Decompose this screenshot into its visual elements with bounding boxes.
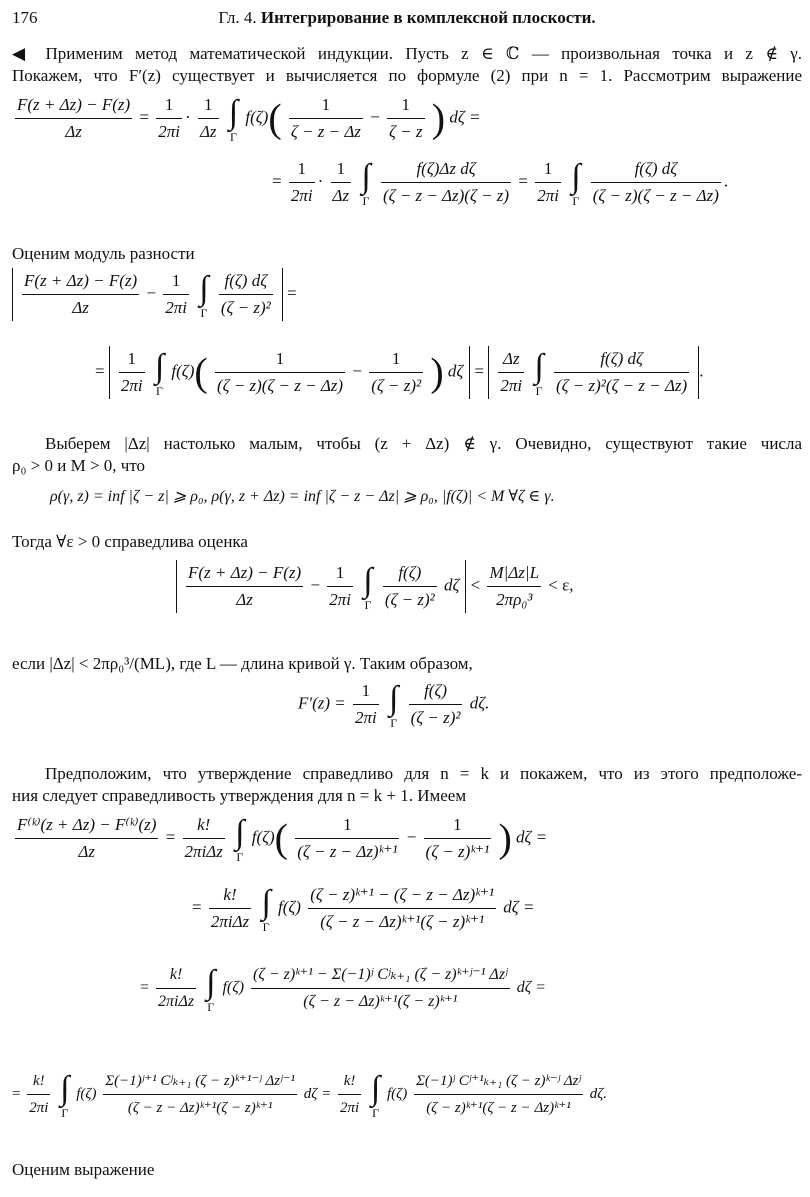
paragraph-line: Покажем, что F′(z) существует и вычисляется по формуле (2) при n = 1. Рассмотрим выражение	[12, 66, 802, 85]
fraction-numerator: (ζ − z)ᵏ⁺¹ − Σ(−1)ʲ Cʲₖ₊₁ (ζ − z)ᵏ⁺ʲ⁻¹ Δzʲ	[251, 964, 510, 989]
fraction-denominator: (ζ − z)ᵏ⁺¹(ζ − z − Δz)ᵏ⁺¹	[426, 1100, 571, 1116]
paragraph-line: если |Δz| < 2πρ₀³/(ML), где L — длина кривой γ. Таким образом,	[12, 654, 473, 673]
fraction-denominator: (ζ − z)²	[410, 708, 461, 727]
formula-lhs: F′(z) =	[298, 693, 346, 713]
running-title	[12, 8, 802, 28]
fraction-denominator: (ζ − z)(ζ − z − Δz)	[592, 186, 719, 205]
fraction-denominator: 2πiΔz	[184, 842, 223, 861]
fraction-numerator: f(ζ) dζ	[219, 270, 273, 295]
paragraph-line: Предположим, что утверждение справедливо для n = k и покажем, что из этого предположе-	[45, 764, 802, 783]
fraction-denominator: (ζ − z − Δz)(ζ − z)	[382, 186, 510, 205]
formula-derivative: F′(z) = $\frac{1}{2\pi i}$ ∫ Γ $\frac{f(\zeta)}{\text{(ζ − z)²}}$ dζ.	[298, 679, 490, 730]
fraction-numerator: k!	[27, 1070, 50, 1095]
formula-estimate: $\frac{F(z + \Delta z) - F(z)}{\Delta z}$ − $\frac{1}{2\pi i}$ ∫ Γ $\frac{f(\zeta)}{\text{(ζ − z)²}}$ dζ < $\frac{M|\Delta z|L}{\text{2πρ₀³}}$ < ε,	[176, 560, 574, 613]
fraction-denominator: 2πρ₀³	[496, 590, 533, 609]
formula-modulus-difference: $\frac{F(z + \Delta z) - F(z)}{\Delta z}$ − $\frac{1}{2\pi i}$ ∫ Γ $\frac{f(\zeta) d\zeta}{\text{(ζ − z)²}}$ =	[12, 268, 297, 321]
fraction-denominator: Δz	[236, 590, 253, 609]
fraction-numerator: F(z + Δz) − F(z)	[186, 562, 303, 587]
fraction-denominator: (ζ − z)(ζ − z − Δz)	[216, 376, 344, 395]
fraction-denominator: Δz	[78, 842, 96, 861]
fraction-numerator: k!	[156, 964, 196, 989]
fraction-numerator: k!	[338, 1070, 361, 1095]
formula-difference-quotient: $\frac{F(z + \Delta z) - F(z)}{\Delta z}$ = $\frac{1}{2\pi i}$ · $\frac{1}{\Delta z}$ ∫ Γ f(ζ)( $\frac{1}{\zeta - z - \Delta z}$ − $\frac{1}{\zeta - z}$ ) dζ =	[17, 93, 481, 144]
fraction-numerator: Σ(−1)ʲ Cʲ⁺¹ₖ₊₁ (ζ − z)ᵏ⁻ʲ Δzʲ	[414, 1070, 583, 1095]
formula-induction-step-2: = $\frac{k!}{\text{2πiΔz}}$ ∫ Γ f(ζ) $\frac{\text{(ζ − z)ᵏ⁺¹ − (ζ − z − Δz)ᵏ⁺¹}}{\text{(ζ − z − Δz)ᵏ⁺¹(ζ − z)ᵏ⁺¹}}$ dζ =	[192, 883, 535, 934]
chapter-title: Интегрирование в комплексной плоскости.	[260, 8, 596, 27]
fraction-denominator: (ζ − z − Δz)ᵏ⁺¹(ζ − z)ᵏ⁺¹	[127, 1100, 273, 1116]
fraction-numerator: (ζ − z)ᵏ⁺¹ − (ζ − z − Δz)ᵏ⁺¹	[308, 884, 496, 909]
fraction-numerator: F(z + Δz) − F(z)	[15, 94, 132, 119]
paragraph-line: ния следует справедливость утверждения для n = k + 1. Имеем	[12, 786, 467, 805]
fraction-numerator: Σ(−1)ʲ⁺¹ Cʲₖ₊₁ (ζ − z)ᵏ⁺¹⁻ʲ Δzʲ⁻¹	[103, 1070, 297, 1095]
fraction-denominator: 2πiΔz	[210, 912, 250, 931]
formula-induction-step-3: = $\frac{k!}{\text{2πiΔz}}$ ∫ Γ f(ζ) $\frac{\text{(ζ − z)ᵏ⁺¹ − Σ(−1)ʲ Cʲₖ₊₁ (ζ − z)ᵏ⁺ʲ⁻¹ Δzʲ}}{\text{(ζ − z − Δz)ᵏ⁺¹(ζ − z)ᵏ⁺¹}}$ dζ =	[140, 963, 546, 1014]
paragraph-line: ρ₀ > 0 и M > 0, что	[12, 456, 146, 475]
page-number: 176	[12, 8, 38, 27]
chapter-number: Гл. 4.	[218, 8, 257, 27]
fraction-denominator: ζ − z	[389, 122, 423, 141]
fraction-denominator: (ζ − z)²	[384, 590, 435, 609]
paragraph-line: ◀ Применим метод математической индукции. Пусть z ∈ ℂ — произвольная точка и z ∉ γ.	[12, 44, 802, 63]
fraction-numerator: f(ζ)	[409, 680, 463, 705]
fraction-numerator: f(ζ)	[383, 562, 437, 587]
fraction-denominator: Δz	[72, 298, 89, 317]
fraction-numerator: f(ζ) dζ	[554, 348, 689, 373]
fraction-denominator: ζ − z − Δz	[290, 122, 361, 141]
formula-difference-quotient-cont: = $\frac{1}{2\pi i}$ · $\frac{1}{\Delta z}$ ∫ Γ $\frac{\text{f(ζ)Δz dζ}}{(\zeta - z - \Delta z)(\zeta - z)}$ = $\frac{1}{2\pi i}$ ∫ Γ $\frac{f(\zeta) d\zeta}{(\zeta - z)(\zeta - z - \Delta z)}$ .	[272, 157, 729, 208]
formula-induction-step-4: = $\frac{k!}{2\pi i}$ ∫ Γ f(ζ) $\frac{\text{Σ(−1)ʲ⁺¹ Cʲₖ₊₁ (ζ − z)ᵏ⁺¹⁻ʲ Δzʲ⁻¹}}{\text{(ζ − z − Δz)ᵏ⁺¹(ζ − z)ᵏ⁺¹}}$ dζ = $\frac{k!}{2\pi i}$ ∫ Γ f(ζ) $\frac{\text{Σ(−1)ʲ Cʲ⁺¹ₖ₊₁ (ζ − z)ᵏ⁻ʲ Δzʲ}}{\text{(ζ − z)ᵏ⁺¹(ζ − z − Δz)ᵏ⁺¹}}$ dζ.	[12, 1069, 608, 1120]
fraction-numerator: k!	[209, 884, 251, 909]
paragraph-line: Тогда ∀ε > 0 справедлива оценка	[12, 532, 248, 551]
fraction-numerator: f(ζ)Δz dζ	[381, 158, 511, 183]
fraction-numerator: F⁽ᵏ⁾(z + Δz) − F⁽ᵏ⁾(z)	[15, 814, 158, 839]
formula-modulus-difference-cont: = $\frac{1}{2\pi i}$ ∫ Γ f(ζ)( $\frac{1}{(\zeta - z)(\zeta - z - \Delta z)}$ − $\frac{1}{\text{(ζ − z)²}}$ ) dζ = $\frac{\Delta z}{2\pi i}$ ∫ Γ $\frac{f(\zeta) d\zeta}{\text{(ζ − z)²(ζ − z − Δz)}}$ .	[95, 347, 704, 398]
paragraph-line: Оценим модуль разности	[12, 244, 195, 263]
integral-sign: ∫ Γ	[228, 93, 239, 144]
fraction-numerator: M|Δz|L	[487, 562, 541, 587]
running-header	[12, 8, 802, 32]
fraction-denominator: (ζ − z)ᵏ⁺¹	[425, 842, 490, 861]
fraction-denominator: (ζ − z − Δz)ᵏ⁺¹	[297, 842, 398, 861]
formula-induction-step: $\frac{\text{F⁽ᵏ⁾(z + Δz) − F⁽ᵏ⁾(z)}}{\Delta z}$ = $\frac{k!}{\text{2πiΔz}}$ ∫ Γ f(ζ)( $\frac{1}{\text{(ζ − z − Δz)ᵏ⁺¹}}$ − $\frac{1}{\text{(ζ − z)ᵏ⁺¹}}$ ) dζ =	[17, 813, 548, 864]
fraction-denominator: 2πiΔz	[158, 993, 195, 1010]
fraction-denominator: (ζ − z)²(ζ − z − Δz)	[555, 376, 688, 395]
fraction-denominator: (ζ − z − Δz)ᵏ⁺¹(ζ − z)ᵏ⁺¹	[303, 993, 458, 1010]
paragraph-line: Оценим выражение	[12, 1160, 155, 1179]
paragraph-line: Выберем |Δz| настолько малым, чтобы (z + Δz) ∉ γ. Очевидно, существуют такие числа	[45, 434, 802, 453]
fraction-denominator: (ζ − z)²	[220, 298, 271, 317]
fraction-numerator: f(ζ) dζ	[591, 158, 721, 183]
fraction-denominator: (ζ − z)²	[371, 376, 422, 395]
fraction-denominator: (ζ − z − Δz)ᵏ⁺¹(ζ − z)ᵏ⁺¹	[320, 912, 485, 931]
fraction-numerator: F(z + Δz) − F(z)	[22, 270, 139, 295]
fraction-denominator: Δz	[65, 122, 82, 141]
formula-rho-bounds: ρ(γ, z) = inf |ζ − z| ⩾ ρ₀, ρ(γ, z + Δz) = inf |ζ − z − Δz| ⩾ ρ₀, |f(ζ)| < M ∀ζ ∈ γ.	[50, 488, 555, 505]
fraction-numerator: k!	[183, 814, 225, 839]
